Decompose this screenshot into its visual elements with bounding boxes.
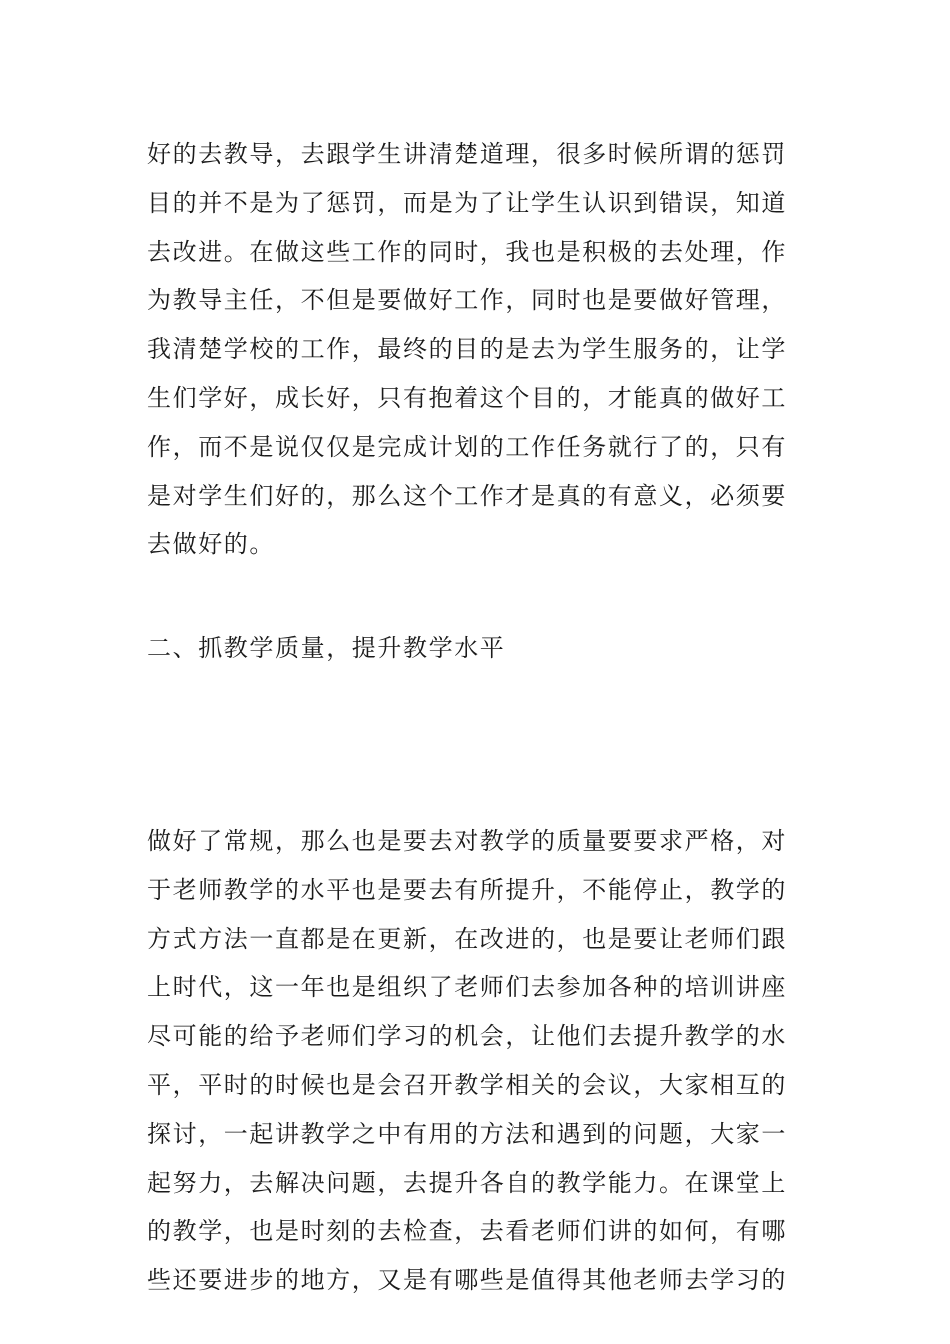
text-line: 平，平时的时候也是会召开教学相关的会议，大家相互的 — [147, 1070, 787, 1099]
text-line: 是对学生们好的，那么这个工作才是真的有意义，必须要 — [147, 481, 787, 510]
section-heading-text: 二、抓教学质量，提升教学水平 — [147, 634, 506, 662]
text-line: 方式方法一直都是在更新，在改进的，也是要让老师们跟 — [147, 924, 787, 953]
text-line: 上时代，这一年也是组织了老师们去参加各种的培训讲座 — [147, 973, 787, 1002]
text-line: 去改进。在做这些工作的同时，我也是积极的去处理，作 — [147, 237, 787, 266]
text-line: 去做好的。 — [147, 530, 275, 559]
text-line: 目的并不是为了惩罚，而是为了让学生认识到错误，知道 — [147, 188, 787, 217]
body-paragraph-1 — [147, 130, 807, 569]
body-paragraph-2 — [147, 817, 807, 1305]
text-line: 做好了常规，那么也是要去对教学的质量要要求严格，对 — [147, 827, 787, 855]
text-line: 生们学好，成长好，只有抱着这个目的，才能真的做好工 — [147, 383, 787, 412]
text-line: 于老师教学的水平也是要去有所提升，不能停止，教学的 — [147, 875, 787, 904]
text-line: 为教导主任，不但是要做好工作，同时也是要做好管理， — [147, 286, 787, 315]
text-line: 尽可能的给予老师们学习的机会，让他们去提升教学的水 — [147, 1022, 787, 1051]
text-line: 的教学，也是时刻的去检查，去看老师们讲的如何，有哪 — [147, 1217, 787, 1246]
text-line: 些还要进步的地方，又是有哪些是值得其他老师去学习的 — [147, 1266, 787, 1295]
text-line: 起努力，去解决问题，去提升各自的教学能力。在课堂上 — [147, 1168, 787, 1197]
text-line: 作，而不是说仅仅是完成计划的工作任务就行了的，只有 — [147, 432, 787, 461]
text-line: 探讨，一起讲教学之中有用的方法和遇到的问题，大家一 — [147, 1119, 787, 1148]
text-line: 我清楚学校的工作，最终的目的是去为学生服务的，让学 — [147, 335, 787, 364]
section-heading — [147, 624, 807, 673]
text-line: 好的去教导，去跟学生讲清楚道理，很多时候所谓的惩罚 — [147, 140, 787, 168]
